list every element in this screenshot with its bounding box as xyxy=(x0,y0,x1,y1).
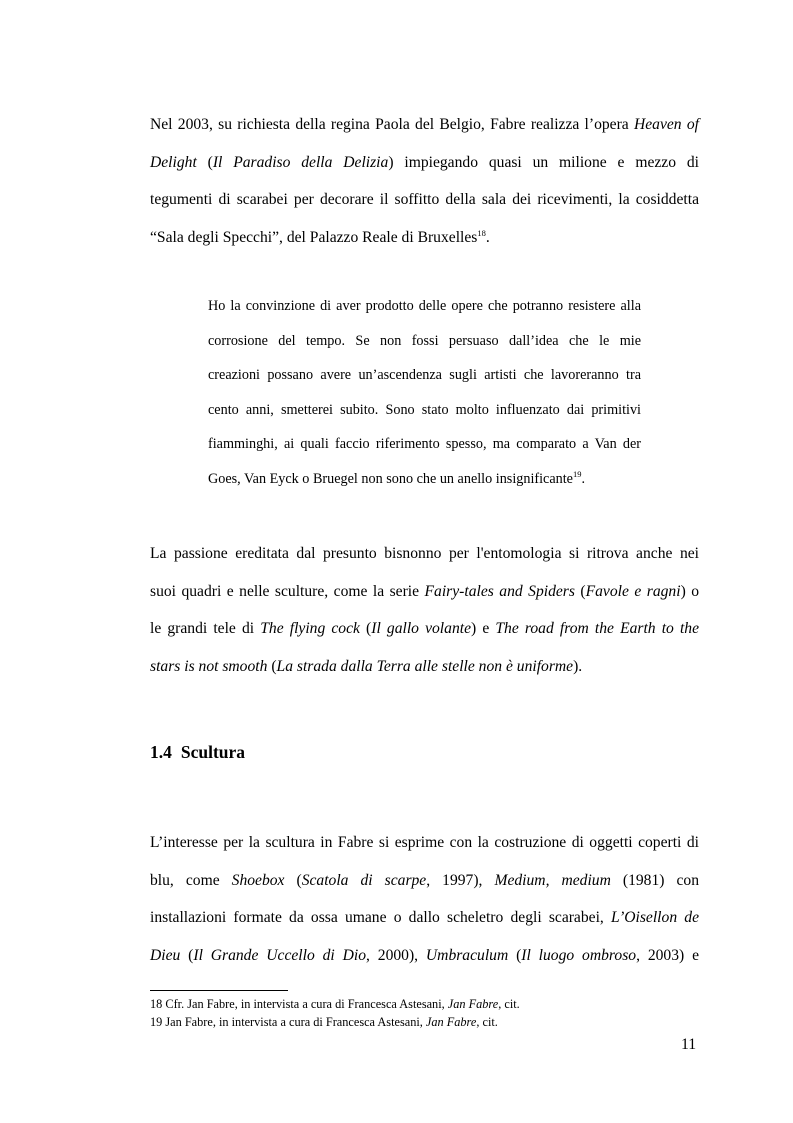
section-title: Scultura xyxy=(180,742,246,762)
section-number: 1.4 xyxy=(150,742,172,762)
text-line: blu, come Shoebox (Scatola di scarpe, 1997), Medium, medium (1981) con xyxy=(150,871,700,889)
text-line: Delight (Il Paradiso della Delizia) impiegando quasi un milione e mezzo di xyxy=(150,153,699,171)
text-line: L’interesse per la scultura in Fabre si esprime con la costruzione di oggetti coperti di xyxy=(150,834,699,851)
section-heading xyxy=(150,742,245,763)
block-quote xyxy=(208,289,641,496)
quote-line: Goes, Van Eyck o Bruegel non sono che un anello insignificante$^{19}$. xyxy=(208,468,586,487)
paragraph-heaven-of-delight xyxy=(150,106,699,256)
quote-line: creazioni possano avere un’ascendenza sugli artisti che lavoreranno tra xyxy=(208,367,641,383)
footnote-19: 19 Jan Fabre, in intervista a cura di Francesca Astesani, Jan Fabre, cit. xyxy=(150,1015,498,1029)
quote-line: fiamminghi, ai quali faccio riferimento spesso, ma comparato a Van der xyxy=(208,436,641,452)
quote-line: Ho la convinzione di aver prodotto delle opere che potranno resistere alla xyxy=(208,298,641,314)
text-line: le grandi tele di The flying cock (Il gallo volante) e The road from the Earth to the xyxy=(150,620,700,637)
text-line: La passione ereditata dal presunto bisnonno per l'entomologia si ritrova anche nei xyxy=(150,545,699,562)
footnote-ref-18[interactable]: 18 xyxy=(477,227,486,238)
footnote-ref-19[interactable]: 19 xyxy=(572,468,582,479)
quote-line: cento anni, smetterei subito. Sono stato molto influenzato dai primitivi xyxy=(208,401,641,418)
text-line: stars is not smooth (La strada dalla Terra alle stelle non è uniforme). xyxy=(150,657,583,675)
text-line: suoi quadri e nelle sculture, come la serie Fairy-tales and Spiders (Favole e ragni) o xyxy=(150,582,700,600)
text-line: “Sala degli Specchi”, del Palazzo Reale di Bruxelles$^{18}$. xyxy=(150,227,490,246)
footnote-18: 18 Cfr. Jan Fabre, in intervista a cura di Francesca Astesani, Jan Fabre, cit. xyxy=(150,997,520,1011)
text-line: Nel 2003, su richiesta della regina Paola del Belgio, Fabre realizza l’opera Heaven of xyxy=(150,116,699,133)
paragraph-entomologia xyxy=(150,535,699,685)
quote-line: corrosione del tempo. Se non fossi persuaso dall’idea che le mie xyxy=(208,332,641,349)
paragraph-scultura xyxy=(150,824,699,974)
text-line: tegumenti di scarabei per decorare il soffitto della sala dei ricevimenti, la cosiddetta xyxy=(150,191,699,208)
text-line: Dieu (Il Grande Uccello di Dio, 2000), Umbraculum (Il luogo ombroso, 2003) e xyxy=(150,946,699,964)
page-number: 11 xyxy=(681,1036,697,1053)
footnote-separator xyxy=(150,990,288,991)
text-line: installazioni formate da ossa umane o dallo scheletro degli scarabei, L’Oisellon de xyxy=(150,909,700,926)
